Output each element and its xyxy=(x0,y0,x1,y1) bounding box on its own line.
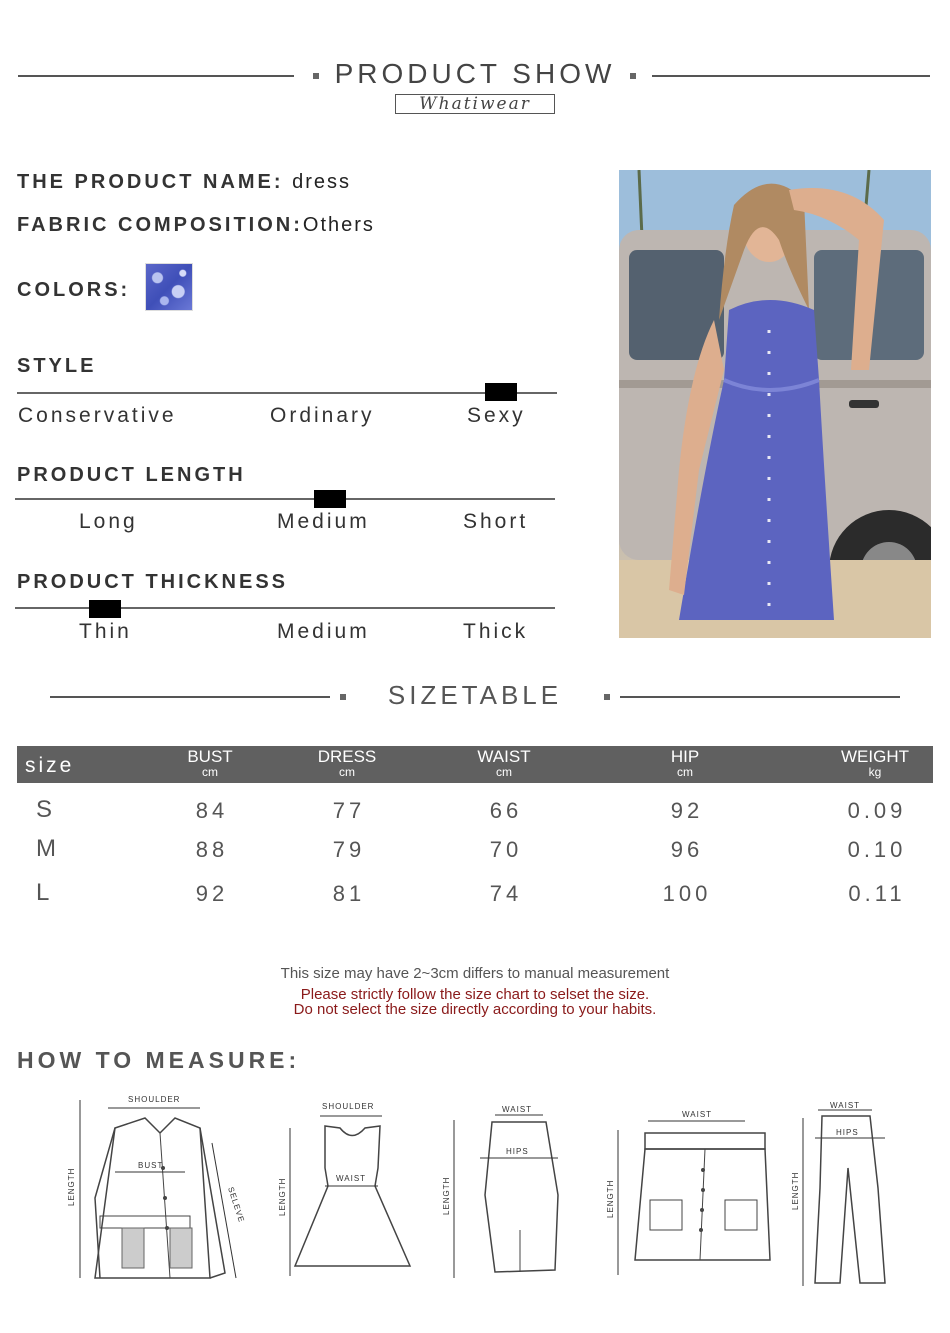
header-bust-unit: cm xyxy=(202,765,218,779)
row-hip: 96 xyxy=(670,837,704,862)
sizetable-rule-right xyxy=(620,696,900,698)
sizetable-dot-left xyxy=(340,694,346,700)
color-swatch[interactable] xyxy=(145,263,193,311)
note-follow-chart: Please strictly follow the size chart to selset the size. xyxy=(300,986,650,1003)
header-hip-unit: cm xyxy=(677,765,693,779)
header-waist-label: WAIST xyxy=(477,747,531,766)
row-size: L xyxy=(36,879,50,906)
header-dress xyxy=(287,748,407,778)
brand-name: Whatiwear xyxy=(395,94,555,114)
fabric-label: FABRIC COMPOSITION: xyxy=(17,214,303,236)
row-hip: 100 xyxy=(662,881,712,906)
header-waist-unit: cm xyxy=(496,765,512,779)
style-option-sexy: Sexy xyxy=(467,404,526,427)
how-to-measure-title: HOW TO MEASURE: xyxy=(17,1047,301,1073)
bust-label: BUST xyxy=(138,1161,164,1170)
dress-shoulder-label: SHOULDER xyxy=(322,1102,375,1111)
thickness-title: PRODUCT THICKNESS xyxy=(17,571,289,593)
page-title: PRODUCT SHOW xyxy=(334,58,616,89)
colors-label: COLORS: xyxy=(17,279,131,301)
product-name-label: THE PRODUCT NAME: xyxy=(17,171,284,193)
dress-waist-label: WAIST xyxy=(336,1174,367,1183)
thickness-marker xyxy=(89,600,121,618)
product-name-row xyxy=(17,171,351,194)
header-weight-unit: kg xyxy=(868,765,882,779)
row-dress: 79 xyxy=(332,837,366,862)
thickness-option-medium: Medium xyxy=(277,620,370,643)
pants-waist-label: WAIST xyxy=(830,1101,861,1110)
row-bust: 84 xyxy=(195,798,229,823)
row-dress: 77 xyxy=(332,798,366,823)
skirt-diagram xyxy=(440,1100,570,1290)
header-waist xyxy=(444,748,564,778)
row-bust: 88 xyxy=(195,837,229,862)
sizetable-title: SIZETABLE xyxy=(387,680,563,710)
pants-length-label: LENGTH xyxy=(791,1171,800,1210)
fabric-value: Others xyxy=(302,214,375,236)
row-waist: 66 xyxy=(489,798,523,823)
sleeve-label: SELEVE xyxy=(226,1185,247,1224)
shorts-waist-label: WAIST xyxy=(682,1110,713,1119)
jacket-diagram xyxy=(60,1088,250,1288)
note-habits: Do not select the size directly according to your habits. xyxy=(293,1001,657,1018)
style-option-conservative: Conservative xyxy=(18,404,177,427)
header-rule-left xyxy=(18,75,294,77)
header-weight-label: WEIGHT xyxy=(841,747,909,766)
header-weight xyxy=(815,748,935,778)
dress-length-label: LENGTH xyxy=(278,1177,287,1216)
header-dress-unit: cm xyxy=(339,765,355,779)
thickness-option-thick: Thick xyxy=(463,620,529,643)
style-title: STYLE xyxy=(17,355,97,377)
style-scale-line xyxy=(17,392,557,394)
shorts-diagram xyxy=(600,1100,790,1290)
header-dot-right xyxy=(630,73,636,79)
row-waist: 70 xyxy=(489,837,523,862)
row-size: M xyxy=(36,835,56,862)
skirt-length-label: LENGTH xyxy=(442,1176,451,1215)
product-photo-illustration xyxy=(619,170,931,638)
header-rule-right xyxy=(652,75,930,77)
row-dress: 81 xyxy=(332,881,366,906)
row-waist: 74 xyxy=(489,881,523,906)
sizetable-dot-right xyxy=(604,694,610,700)
header-hip xyxy=(625,748,745,778)
length-marker xyxy=(314,490,346,508)
length-scale-line xyxy=(15,498,555,500)
row-weight: 0.09 xyxy=(847,798,907,823)
header-bust-label: BUST xyxy=(187,747,233,766)
row-bust: 92 xyxy=(195,881,229,906)
row-size: S xyxy=(36,796,53,823)
skirt-hips-label: HIPS xyxy=(506,1147,529,1156)
shoulder-label: SHOULDER xyxy=(128,1095,181,1104)
sizetable-rule-left xyxy=(50,696,330,698)
pants-hips-label: HIPS xyxy=(836,1128,859,1137)
thickness-option-thin: Thin xyxy=(79,620,132,643)
header-bust xyxy=(150,748,270,778)
header-dress-label: DRESS xyxy=(317,747,377,766)
skirt-waist-label: WAIST xyxy=(502,1105,533,1114)
length-option-long: Long xyxy=(79,510,138,533)
header-size: size xyxy=(25,754,75,777)
length-title: PRODUCT LENGTH xyxy=(17,464,246,486)
length-option-short: Short xyxy=(463,510,529,533)
row-hip: 92 xyxy=(670,798,704,823)
pants-diagram xyxy=(790,1098,910,1290)
note-measurement: This size may have 2~3cm differs to manual measurement xyxy=(280,965,670,982)
header-hip-label: HIP xyxy=(670,747,700,766)
fabric-row xyxy=(17,214,375,237)
row-weight: 0.10 xyxy=(847,837,907,862)
length-label: LENGTH xyxy=(67,1167,76,1206)
product-name-value: dress xyxy=(292,171,352,193)
shorts-length-label: LENGTH xyxy=(606,1179,615,1218)
length-option-medium: Medium xyxy=(277,510,370,533)
row-weight: 0.11 xyxy=(848,881,906,906)
style-marker xyxy=(485,383,517,401)
product-photo xyxy=(619,170,931,638)
size-table-header xyxy=(17,746,933,783)
dress-diagram xyxy=(270,1098,420,1288)
style-option-ordinary: Ordinary xyxy=(270,404,375,427)
